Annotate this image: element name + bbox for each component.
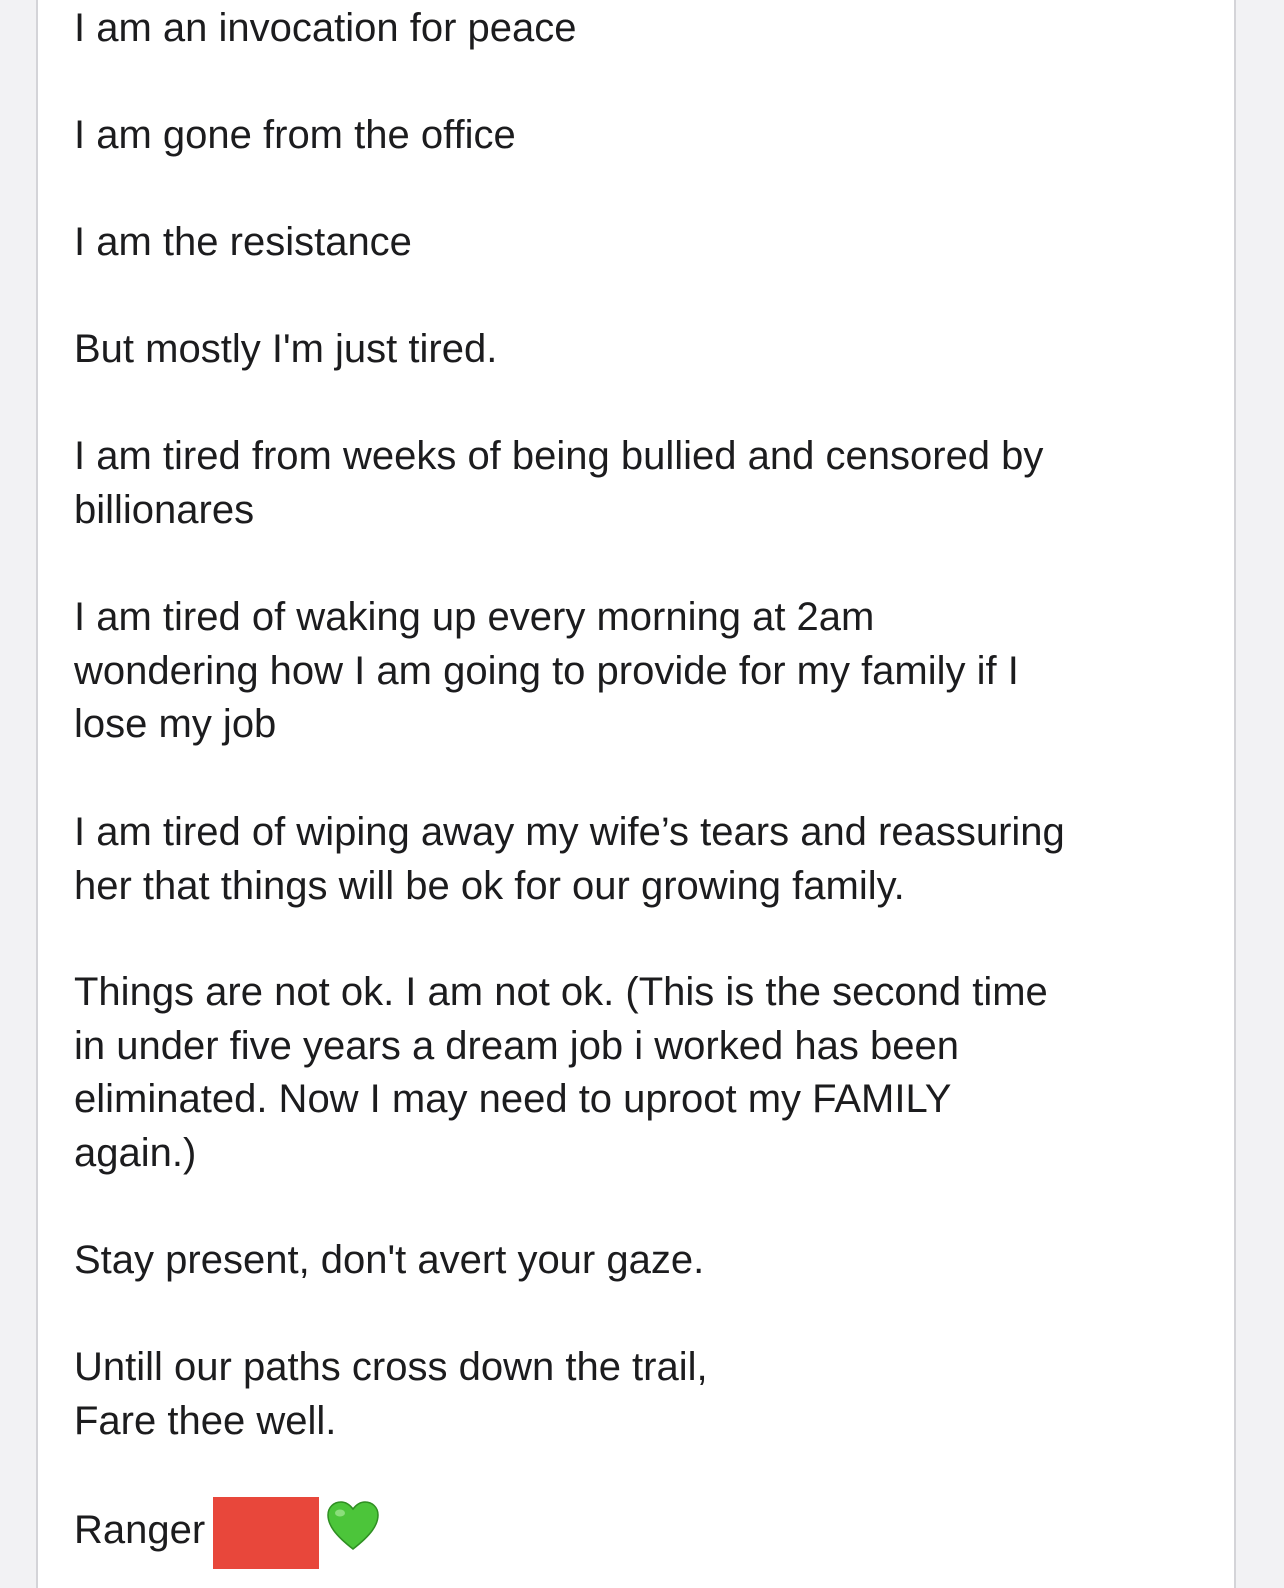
post-line: I am tired of wiping away my wife’s tears and reassuring	[74, 810, 1065, 854]
post-paragraph	[74, 2, 577, 56]
post-paragraph	[74, 806, 1065, 913]
signature	[74, 1495, 381, 1567]
post-paragraph	[74, 109, 516, 163]
post-paragraph	[74, 591, 1019, 752]
post-line: in under five years a dream job i worked has been	[74, 1023, 959, 1068]
post-line: her that things will be ok for our growing family.	[74, 863, 905, 908]
post-line: billionares	[74, 487, 255, 532]
post-line: I am tired from weeks of being bullied and censored by	[74, 434, 1044, 478]
post-line: again.)	[74, 1130, 197, 1175]
post-line: I am gone from the office	[74, 113, 516, 157]
post-line: I am the resistance	[74, 220, 412, 264]
post-line: I am tired of waking up every morning at 2am	[74, 595, 875, 639]
post-card	[36, 0, 1236, 1588]
redaction-block	[213, 1497, 319, 1569]
post-line: Fare thee well.	[74, 1398, 337, 1443]
post-line: But mostly I'm just tired.	[74, 327, 498, 371]
post-line: Things are not ok. I am not ok. (This is the second time	[74, 970, 1048, 1014]
post-paragraph	[74, 216, 412, 270]
post-paragraph	[74, 323, 497, 377]
post-line: I am an invocation for peace	[74, 6, 577, 50]
post-line: eliminated. Now I may need to uproot my FAMILY	[74, 1077, 952, 1121]
post-paragraph	[74, 430, 1043, 537]
green-heart-icon	[325, 1499, 381, 1555]
post-line: Untill our paths cross down the trail,	[74, 1345, 708, 1389]
post-line: lose my job	[74, 702, 277, 746]
post-line: Stay present, don't avert your gaze.	[74, 1238, 705, 1282]
post-line: wondering how I am going to provide for my family if I	[74, 648, 1019, 693]
signature-name: Ranger	[74, 1508, 206, 1553]
post-paragraph	[74, 1234, 704, 1288]
post-paragraph	[74, 966, 1048, 1180]
post-paragraph	[74, 1341, 708, 1448]
